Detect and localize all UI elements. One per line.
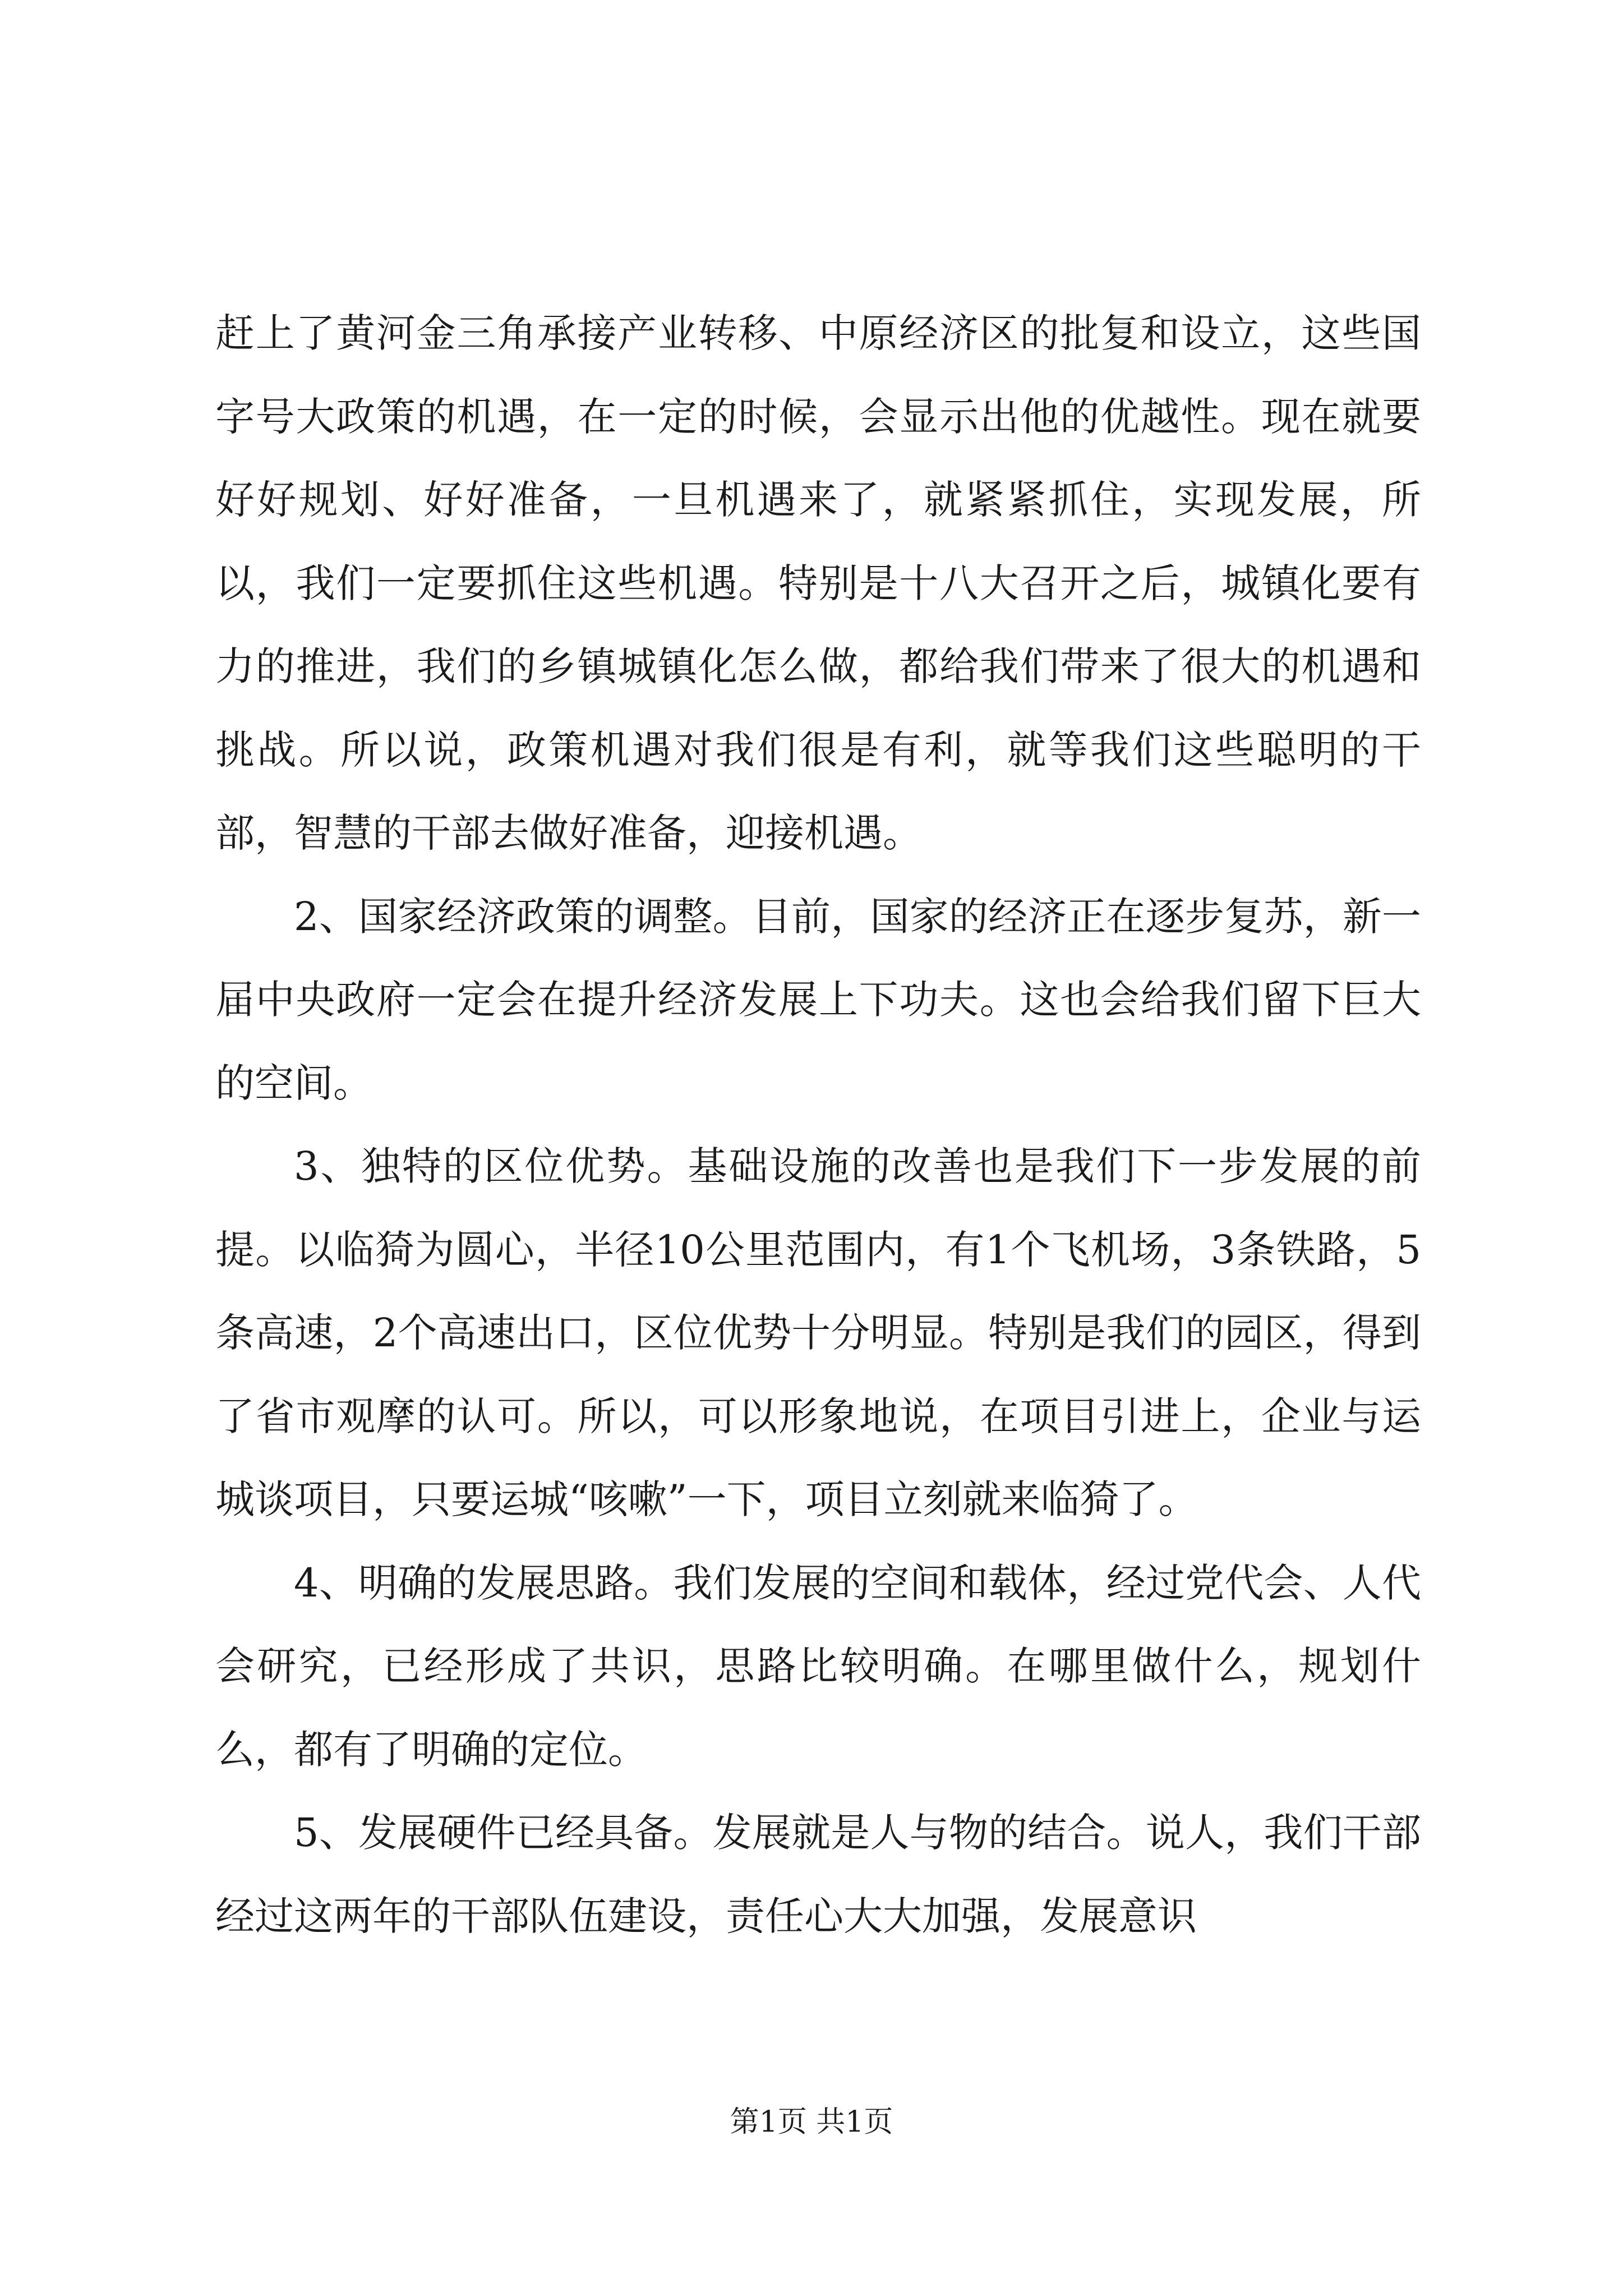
page-footer: 第1页 共1页 [730, 2105, 893, 2139]
paragraph-economic-policy: 2、国家经济政策的调整。目前，国家的经济正在逐步复苏，新一届中央政府一定会在提升经济发展上下功夫。这也会给我们留下巨大的空间。 [215, 893, 1421, 1106]
paragraph-location-advantage: 3、独特的区位优势。基础设施的改善也是我们下一步发展的前提。以临猗为圆心，半径10公里范围内，有1个飞机场，3条铁路，5条高速，2个高速出口，区位优势十分明显。特别是我们的园区，得到了省市观摩的认可。所以，可以形象地说，在项目引进上，企业与运城谈项目，只要运城“咳嗽”一下，项目立刻就来临猗了。 [215, 1143, 1421, 1522]
paragraph-policy-opportunity: 赶上了黄河金三角承接产业转移、中原经济区的批复和设立，这些国字号大政策的机遇，在一定的时候，会显示出他的优越性。现在就要好好规划、好好准备，一旦机遇来了，就紧紧抓住，实现发展，所以，我们一定要抓住这些机遇。特别是十八大召开之后，城镇化要有力的推进，我们的乡镇城镇化怎么做，都给我们带来了很大的机遇和挑战。所以说，政策机遇对我们很是有利，就等我们这些聪明的干部，智慧的干部去做好准备，迎接机遇。 [215, 310, 1421, 856]
paragraph-development-approach: 4、明确的发展思路。我们发展的空间和载体，经过党代会、人代会研究，已经形成了共识，思路比较明确。在哪里做什么，规划什么，都有了明确的定位。 [215, 1559, 1421, 1773]
paragraph-development-hardware: 5、发展硬件已经具备。发展就是人与物的结合。说人，我们干部经过这两年的干部队伍建设，责任心大大加强，发展意识 [215, 1810, 1421, 1939]
document-body [215, 292, 1421, 1958]
